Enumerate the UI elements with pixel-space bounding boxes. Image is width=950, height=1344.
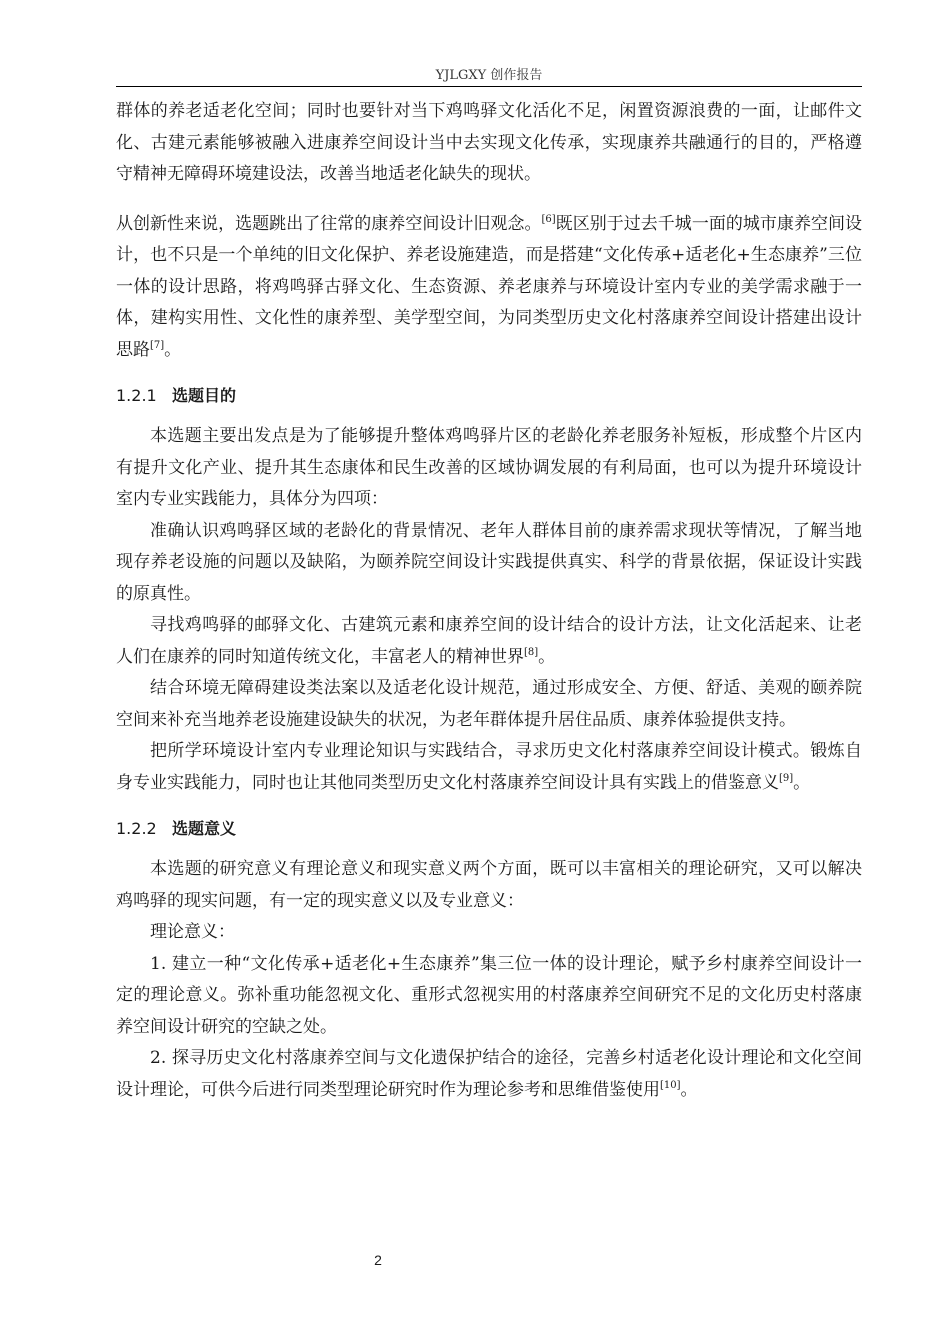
paragraph-text: 理论意义： (150, 922, 235, 942)
section-heading (116, 813, 862, 844)
paragraph-text: 本选题主要出发点是为了能够提升整体鸡鸣驿片区的老龄化养老服务补短板，形成整个片区内有提升文化产业、提升其生态康体和民生改善的区域协调发展的有利局面，也可以为提升环境设计室内专业实践能力，具体分为四项： (116, 426, 862, 509)
paragraph (116, 854, 862, 917)
paragraph (116, 1043, 862, 1106)
section-heading (116, 380, 862, 411)
citation-ref: [10] (660, 1079, 681, 1091)
paragraph-text: 准确认识鸡鸣驿区域的老龄化的背景情况、老年人群体目前的康养需求现状等情况，了解当地现存养老设施的问题以及缺陷，为颐养院空间设计实践提供真实、科学的背景依据，保证设计实践的原真性。 (116, 520, 862, 604)
paragraph-text: 结合环境无障碍建设类法案以及适老化设计规范，通过形成安全、方便、舒适、美观的颐养院空间来补充当地养老设施建设缺失的状况，为老年群体提升居住品质、康养体验提供支持。 (116, 678, 862, 730)
paragraph-text: 。 (680, 1079, 698, 1100)
paragraph (116, 421, 862, 516)
citation-ref: [8] (524, 646, 539, 658)
citation-ref: [7] (150, 339, 165, 351)
paragraph-text: 1. 建立一种“文化传承+适老化+生态康养”集三位一体的设计理论，赋予乡村康养空间设计一定的理论意义。弥补重功能忽视文化、重形式忽视实用的村落康养空间研究不足的文化历史村落康养空间设计研究的空缺之处。 (116, 953, 862, 1037)
section-title: 选题意义 (172, 819, 237, 838)
paragraph (116, 736, 862, 799)
paragraph (116, 917, 862, 949)
paragraph-text: 。 (538, 646, 556, 667)
paragraph (116, 610, 862, 673)
page-number: 2 (374, 1252, 382, 1268)
paragraph-text: 从创新性来说，选题跳出了往常的康养空间设计旧观念。 (116, 213, 542, 234)
paragraph-text: 寻找鸡鸣驿的邮驿文化、古建筑元素和康养空间的设计结合的设计方法，让文化活起来、让老人们在康养的同时知道传统文化，丰富老人的精神世界 (116, 615, 862, 667)
header-rule (116, 86, 862, 87)
paragraph (116, 673, 862, 736)
paragraph-text: 既区别于过去千城一面的城市康养空间设计，也不只是一个单纯的旧文化保护、养老设施建造，而是搭建“文化传承+适老化+生态康养”三位一体的设计思路，将鸡鸣驿古驿文化、生态资源、养老康养与环境设计室内专业的美学需求融于一体，建构实用性、文化性的康养型、美学型空间，为同类型历史文化村落康养空间设计搭建出设计思路 (116, 213, 863, 360)
paragraph-text: 本选题的研究意义有理论意义和现实意义两个方面，既可以丰富相关的理论研究，又可以解决鸡鸣驿的现实问题，有一定的现实意义以及专业意义： (116, 859, 862, 911)
section-number: 1.2.2 (116, 819, 157, 838)
paragraph (116, 949, 862, 1044)
paragraph-text: 。 (164, 339, 182, 360)
paragraph (116, 96, 862, 191)
paragraph (116, 209, 862, 367)
running-header: YJLGXY 创作报告 (435, 68, 543, 83)
section-number: 1.2.1 (116, 386, 157, 405)
paragraph-text: 把所学环境设计室内专业理论知识与实践结合，寻求历史文化村落康养空间设计模式。锻炼自身专业实践能力，同时也让其他同类型历史文化村落康养空间设计具有实践上的借鉴意义 (116, 741, 862, 793)
paragraph-text: 群体的养老适老化空间；同时也要针对当下鸡鸣驿文化活化不足，闲置资源浪费的一面，让邮件文化、古建元素能够被融入进康养空间设计当中去实现文化传承，实现康养共融通行的目的，严格遵守精神无障碍环境建设法，改善当地适老化缺失的现状。 (116, 101, 862, 184)
paragraph-text: 2. 探寻历史文化村落康养空间与文化遗保护结合的途径，完善乡村适老化设计理论和文化空间设计理论，可供今后进行同类型理论研究时作为理论参考和思维借鉴使用 (116, 1048, 862, 1100)
paragraph-text: 。 (793, 772, 811, 793)
section-title: 选题目的 (172, 386, 237, 405)
citation-ref: [6] (541, 213, 556, 225)
paragraph (116, 516, 862, 611)
page-body (116, 96, 862, 1106)
citation-ref: [9] (779, 772, 794, 784)
